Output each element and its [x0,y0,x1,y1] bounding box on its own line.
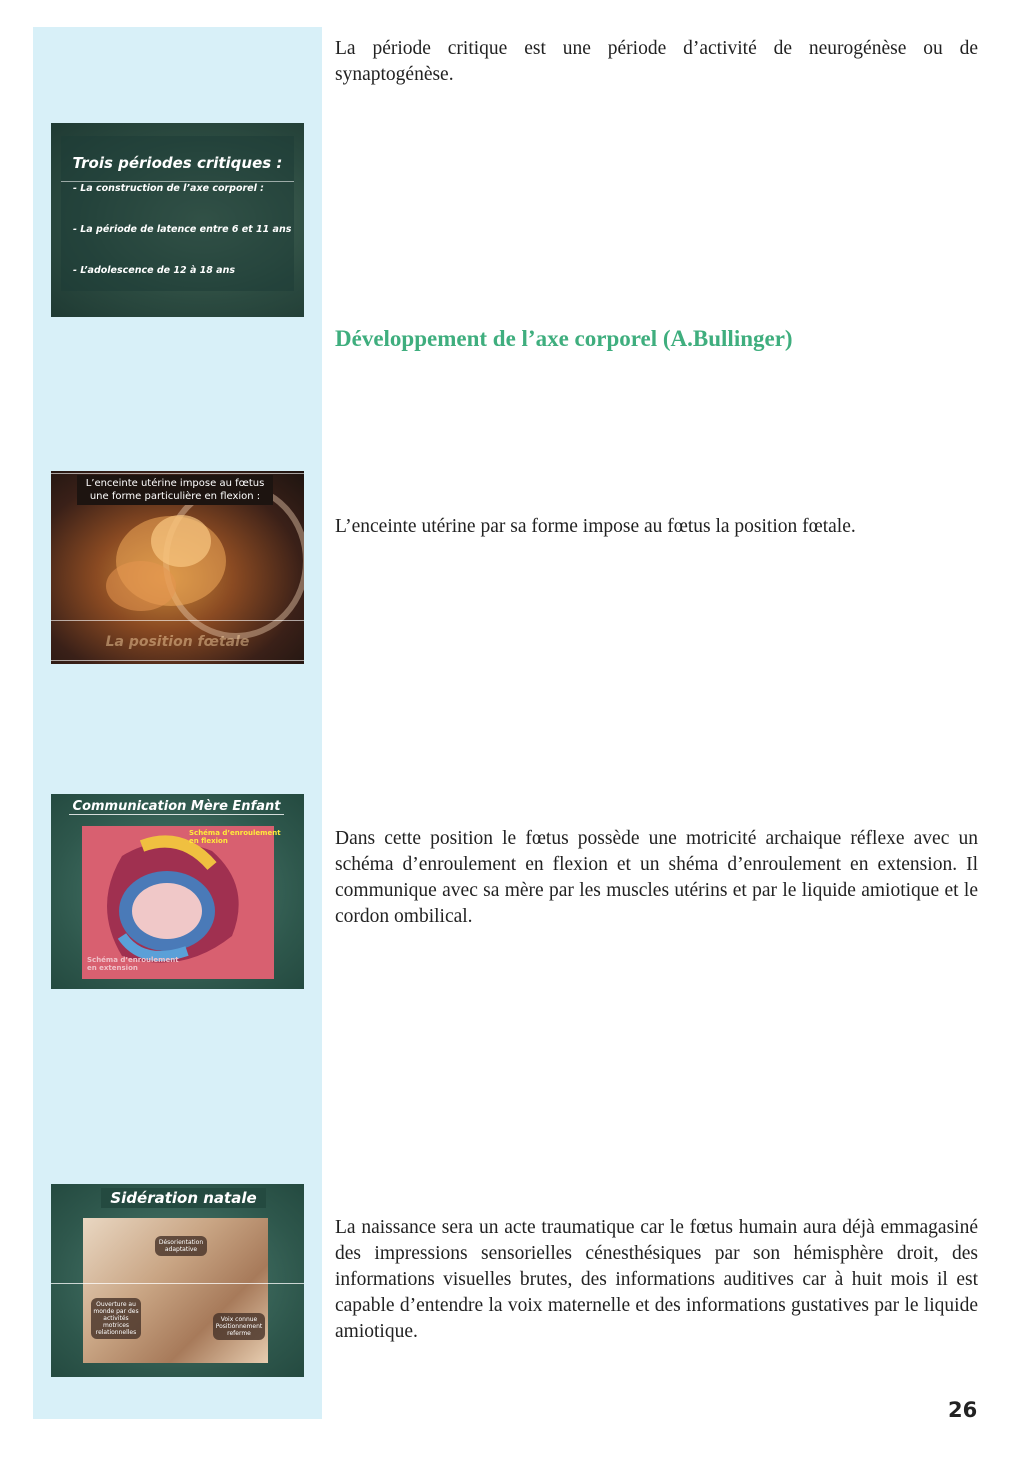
slide-rule [51,1283,304,1284]
label-extension [87,956,179,972]
caption-line: une forme particulière en flexion : [89,491,261,502]
paragraph-birth: La naissance sera un acte traumatique car le fœtus humain aura déjà emmagasiné des impressions sensorielles cénesthésiques par son hémisphère droit, des informations visuelles brutes, des informations auditives car à huit mois il est capable d’entendre la voix maternelle et des informations gustatives par le liquide amiotique. [335,1217,978,1342]
slide-panel [61,136,294,291]
slide-box-left: Ouverture au monde par des activités motrices relationnelles [91,1298,141,1339]
paragraph-fetal-position: L’enceinte utérine par sa forme impose au fœtus la position fœtale. [335,516,856,537]
page-number: 26 [948,1398,978,1422]
slide-rule [51,660,304,661]
slide-natal-shock [51,1184,304,1377]
slide-fetal-position [51,471,304,664]
label-line: Schéma d’enroulement [189,829,281,837]
slide-bottom-caption: La position fœtale [105,634,250,650]
slide-title: Trois périodes critiques : [72,154,283,172]
slide-rule [61,181,294,182]
label-flexion [189,829,281,845]
slide-title: Communication Mère Enfant [69,799,284,815]
label-line: Schéma d’enroulement [87,956,179,964]
slide-caption [77,475,273,505]
slide-title: Sidération natale [101,1188,266,1208]
birth-photo [83,1218,268,1363]
slide-box-top: Désorientation adaptative [155,1236,207,1256]
slide-mother-child-communication [51,794,304,989]
slide-list-item: - La période de latence entre 6 et 11 ans [73,224,292,235]
slide-box-right: Voix connue Positionnement referme [213,1313,265,1340]
paragraph-communication: Dans cette position le fœtus possède une motricité archaique réflexe avec un schéma d’enroulement en flexion et un shéma d’enroulement en extension. Il communique avec sa mère par les muscles utérins et par le liquide amiotique et le cordon ombilical. [335,828,978,927]
label-line: en flexion [189,837,228,845]
section-heading: Développement de l’axe corporel (A.Bullinger) [335,326,793,351]
label-line: en extension [87,964,138,972]
slide-rule [51,620,304,621]
slide-list-item: - La construction de l’axe corporel : [73,183,264,194]
slide-list-item: - L’adolescence de 12 à 18 ans [73,265,236,276]
slide-critical-periods [51,123,304,317]
caption-line: L’enceinte utérine impose au fœtus [85,478,265,489]
intro-paragraph: La période critique est une période d’activité de neurogénèse ou de synaptogénèse. [335,38,978,85]
